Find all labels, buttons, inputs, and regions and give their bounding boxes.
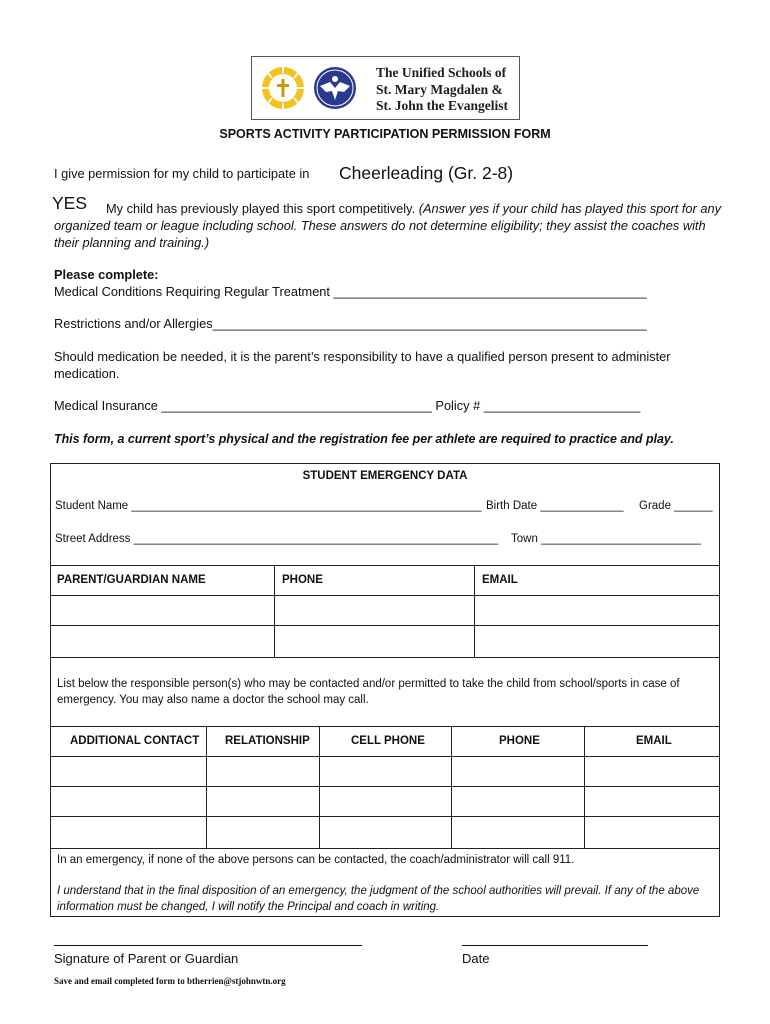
divider [51, 848, 719, 849]
divider [51, 657, 719, 658]
guardian-email-cell[interactable] [474, 595, 719, 625]
guardian-email-cell[interactable] [474, 625, 719, 657]
street-address-field[interactable]: Street Address _________________________________________________________ [55, 533, 499, 545]
medical-insurance-field[interactable]: Medical Insurance ______________________________________ Policy # ______________________ [54, 398, 641, 413]
school-name [376, 65, 508, 115]
date-line[interactable] [462, 945, 648, 946]
birth-date-field[interactable]: Birth Date _____________ [486, 500, 624, 512]
town-field[interactable]: Town _________________________ [511, 533, 701, 545]
coach-911-note: In an emergency, if none of the above persons can be contacted, the coach/administrator will call 911. [57, 854, 575, 866]
guardian-email-header: EMAIL [482, 574, 518, 586]
please-complete-heading: Please complete: [54, 267, 159, 282]
eagle-seal-logo-icon [312, 64, 358, 112]
guardian-phone-header: PHONE [282, 574, 323, 586]
sun-cross-logo-icon [260, 64, 306, 112]
footer-instructions: Save and email completed form to btherrien@stjohnwtn.org [54, 976, 286, 986]
column-divider [206, 726, 207, 848]
permission-text: I give permission for my child to participate in [54, 166, 310, 181]
emergency-data-box [50, 463, 720, 917]
form-title: SPORTS ACTIVITY PARTICIPATION PERMISSION FORM [219, 127, 551, 141]
guardian-name-cell[interactable] [51, 595, 274, 625]
school-name-line-1: The Unified Schools of [376, 65, 507, 80]
additional-contact-cell[interactable] [51, 786, 206, 816]
medication-text: Should medication be needed, it is the parent’s responsibility to have a qualified person present to administer medication. [54, 349, 671, 381]
guardian-phone-cell[interactable] [274, 625, 474, 657]
divider [51, 565, 719, 566]
competitive-text: My child has previously played this sport competitively. [106, 201, 416, 216]
relationship-header: RELATIONSHIP [225, 735, 310, 747]
divider [51, 726, 719, 727]
guardian-phone-cell[interactable] [274, 595, 474, 625]
competitive-instructions: (Answer yes if your child has played this sport for any organized team or league including school. These answers do not determine eligibility; they assist the coaches with their planning and training.) [54, 201, 722, 250]
additional-contact-header: ADDITIONAL CONTACT [70, 735, 200, 747]
contacts-note: List below the responsible person(s) who may be contacted and/or permitted to take the child from school/sports in case of emergency. You may also name a doctor the school may call. [57, 678, 680, 706]
understand-note: I understand that in the final disposition of an emergency, the judgment of the school authorities will prevail. If any of the above information must be changed, I will notify the Principal and coach in writing. [57, 885, 700, 913]
guardian-name-header: PARENT/GUARDIAN NAME [57, 574, 206, 586]
student-name-field[interactable]: Student Name _______________________________________________________ [55, 500, 482, 512]
column-divider [584, 726, 585, 848]
school-name-line-3: St. John the Evangelist [376, 98, 509, 113]
signature-line[interactable] [54, 945, 362, 946]
contact-phone-header: PHONE [499, 735, 540, 747]
contact-email-header: EMAIL [636, 735, 672, 747]
competitive-question [54, 200, 724, 251]
competitive-yes-field[interactable]: YES [52, 193, 88, 213]
medical-conditions-field[interactable]: Medical Conditions Requiring Regular Treatment ____________________________________________ [54, 284, 647, 299]
column-divider [451, 726, 452, 848]
emergency-data-heading: STUDENT EMERGENCY DATA [302, 470, 468, 482]
restrictions-allergies-field[interactable]: Restrictions and/or Allergies_____________________________________________________________ [54, 316, 647, 331]
guardian-name-cell[interactable] [51, 625, 274, 657]
cell-phone-header: CELL PHONE [351, 735, 425, 747]
additional-contact-cell[interactable] [51, 756, 206, 786]
requirements-note: This form, a current sport’s physical and the registration fee per athlete are required to practice and play. [54, 432, 674, 446]
column-divider [319, 726, 320, 848]
date-label: Date [462, 951, 490, 966]
school-name-line-2: St. Mary Magdalen & [376, 81, 503, 97]
additional-contact-cell[interactable] [51, 816, 206, 848]
activity-field[interactable]: Cheerleading (Gr. 2-8) [339, 163, 514, 183]
grade-field[interactable]: Grade ______ [639, 500, 713, 512]
school-logo-box [251, 56, 520, 120]
signature-label: Signature of Parent or Guardian [54, 951, 239, 966]
